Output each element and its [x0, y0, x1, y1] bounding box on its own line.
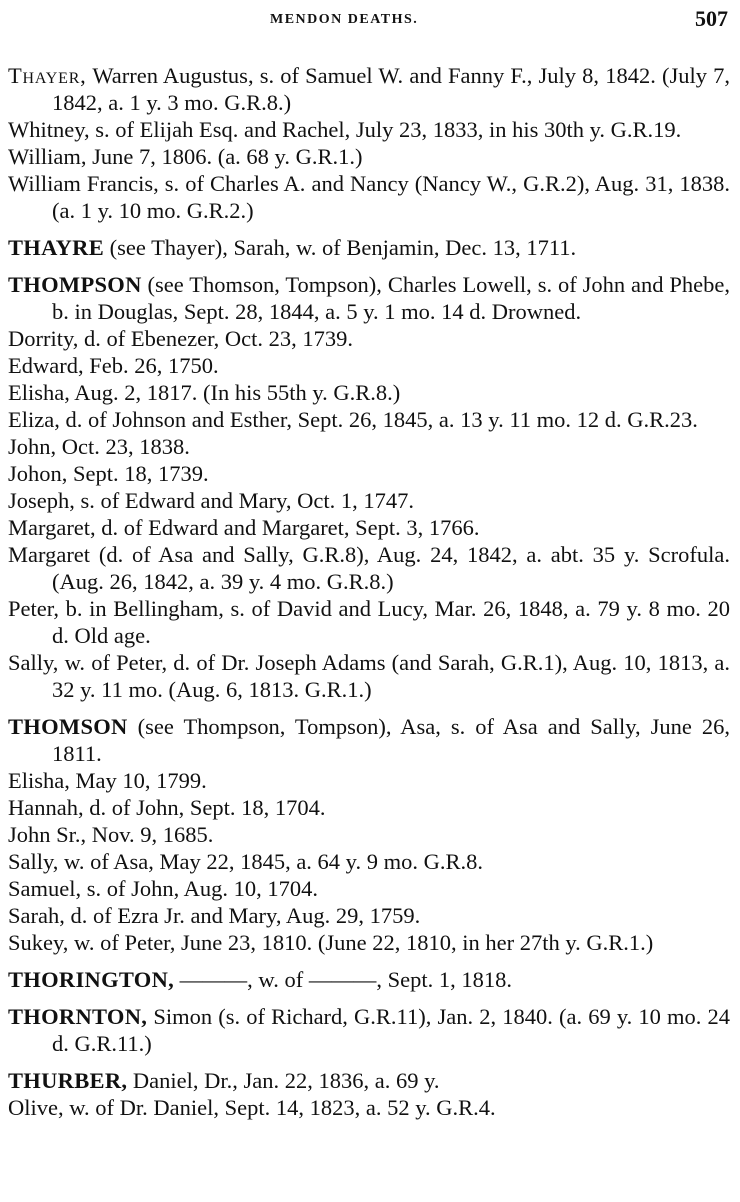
record-entry: [8, 433, 730, 460]
surname-entry: [8, 234, 730, 261]
record-text: ———, w. of ———, Sept. 1, 1818.: [174, 967, 512, 992]
record-entry: [8, 116, 730, 143]
surname-entry: [8, 1067, 730, 1094]
record-text: Elisha, Aug. 2, 1817. (In his 55th y. G.R.8.): [8, 380, 401, 405]
record-text: (see Thayer), Sarah, w. of Benjamin, Dec. 13, 1711.: [104, 235, 577, 260]
death-records-list: [8, 62, 730, 1121]
surname-heading: THURBER,: [8, 1068, 128, 1093]
record-entry: [8, 848, 730, 875]
page-header: [0, 4, 740, 44]
record-text: William, June 7, 1806. (a. 68 y. G.R.1.): [8, 144, 363, 169]
surname-heading: THOMPSON: [8, 272, 142, 297]
record-text: Sukey, w. of Peter, June 23, 1810. (June 22, 1810, in her 27th y. G.R.1.): [8, 930, 654, 955]
record-text: Daniel, Dr., Jan. 22, 1836, a. 69 y.: [127, 1068, 440, 1093]
record-text: Simon (s. of Richard, G.R.11), Jan. 2, 1840. (a. 69 y. 10 mo. 24 d. G.R.11.): [52, 1004, 730, 1056]
record-text: (see Thompson, Tompson), Asa, s. of Asa and Sally, June 26, 1811.: [52, 714, 730, 766]
record-entry: [8, 902, 730, 929]
record-entry: [8, 170, 730, 224]
record-text: Warren Augustus, s. of Samuel W. and Fanny F., July 8, 1842. (July 7, 1842, a. 1 y. 3 mo. G.R.8.): [52, 63, 730, 115]
running-title: MENDON DEATHS.: [270, 12, 419, 27]
record-entry: [8, 767, 730, 794]
record-text: Margaret (d. of Asa and Sally, G.R.8), Aug. 24, 1842, a. abt. 35 y. Scrofula. (Aug. 26, 1842, a. 39 y. 4 mo. G.R.8.): [8, 542, 730, 594]
record-entry: [8, 143, 730, 170]
surname-entry: [8, 713, 730, 767]
record-entry: [8, 929, 730, 956]
record-text: Peter, b. in Bellingham, s. of David and Lucy, Mar. 26, 1848, a. 79 y. 8 mo. 20 d. Old age.: [8, 596, 730, 648]
record-text: Sally, w. of Asa, May 22, 1845, a. 64 y. 9 mo. G.R.8.: [8, 849, 483, 874]
record-entry: [8, 541, 730, 595]
surname-entry: [8, 62, 730, 116]
record-text: Sarah, d. of Ezra Jr. and Mary, Aug. 29, 1759.: [8, 903, 421, 928]
page-number: 507: [695, 6, 728, 31]
record-entry: [8, 595, 730, 649]
surname-heading: Thayer,: [8, 63, 87, 88]
record-text: Hannah, d. of John, Sept. 18, 1704.: [8, 795, 326, 820]
record-text: Olive, w. of Dr. Daniel, Sept. 14, 1823, a. 52 y. G.R.4.: [8, 1095, 496, 1120]
record-text: John, Oct. 23, 1838.: [8, 434, 190, 459]
record-entry: [8, 1094, 730, 1121]
record-entry: [8, 406, 730, 433]
record-text: Edward, Feb. 26, 1750.: [8, 353, 219, 378]
record-text: Elisha, May 10, 1799.: [8, 768, 207, 793]
record-entry: [8, 514, 730, 541]
record-text: William Francis, s. of Charles A. and Nancy (Nancy W., G.R.2), Aug. 31, 1838. (a. 1 y. 10 mo. G.R.2.): [8, 171, 730, 223]
record-entry: [8, 649, 730, 703]
record-text: John Sr., Nov. 9, 1685.: [8, 822, 214, 847]
record-text: Samuel, s. of John, Aug. 10, 1704.: [8, 876, 319, 901]
record-entry: [8, 794, 730, 821]
record-text: Eliza, d. of Johnson and Esther, Sept. 26, 1845, a. 13 y. 11 mo. 12 d. G.R.23.: [8, 407, 698, 432]
record-entry: [8, 352, 730, 379]
surname-entry: [8, 966, 730, 993]
record-text: Johon, Sept. 18, 1739.: [8, 461, 209, 486]
surname-heading: THORNTON,: [8, 1004, 148, 1029]
record-entry: [8, 487, 730, 514]
surname-entry: [8, 1003, 730, 1057]
record-entry: [8, 821, 730, 848]
record-entry: [8, 325, 730, 352]
record-entry: [8, 875, 730, 902]
record-text: Dorrity, d. of Ebenezer, Oct. 23, 1739.: [8, 326, 354, 351]
record-text: Joseph, s. of Edward and Mary, Oct. 1, 1747.: [8, 488, 414, 513]
record-entry: [8, 460, 730, 487]
record-text: Sally, w. of Peter, d. of Dr. Joseph Adams (and Sarah, G.R.1), Aug. 10, 1813, a. 32 y. 11 mo. (Aug. 6, 1813. G.R.1.): [8, 650, 730, 702]
record-text: (see Thomson, Tompson), Charles Lowell, s. of John and Phebe, b. in Douglas, Sept. 28, 1844, a. 5 y. 1 mo. 14 d. Drowned.: [52, 272, 730, 324]
surname-heading: THOMSON: [8, 714, 128, 739]
record-entry: [8, 379, 730, 406]
record-text: Margaret, d. of Edward and Margaret, Sept. 3, 1766.: [8, 515, 480, 540]
surname-heading: THAYRE: [8, 235, 104, 260]
record-text: Whitney, s. of Elijah Esq. and Rachel, July 23, 1833, in his 30th y. G.R.19.: [8, 117, 682, 142]
surname-heading: THORINGTON,: [8, 967, 175, 992]
surname-entry: [8, 271, 730, 325]
